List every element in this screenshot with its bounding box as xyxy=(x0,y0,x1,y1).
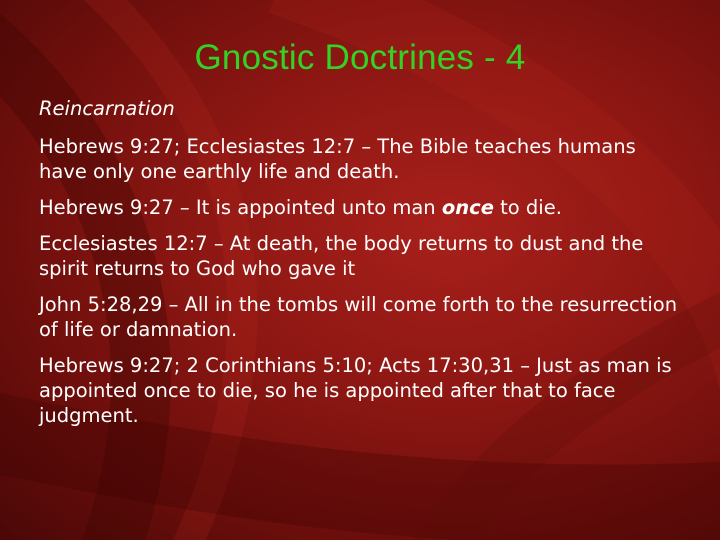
paragraph-5: Hebrews 9:27; 2 Corinthians 5:10; Acts 17:30,31 – Just as man is appointed once to die, so he is appointed after that to face judgment. xyxy=(39,354,672,427)
section-heading: Reincarnation xyxy=(39,97,175,120)
paragraph-2-end: to die. xyxy=(493,196,562,219)
paragraph-2-start: Hebrews 9:27 – It is appointed unto man xyxy=(39,196,442,219)
paragraph-1: Hebrews 9:27; Ecclesiastes 12:7 – The Bible teaches humans have only one earthly life and death. xyxy=(39,135,636,183)
paragraph-3: Ecclesiastes 12:7 – At death, the body returns to dust and the spirit returns to God who gave it xyxy=(39,232,644,280)
paragraph-4: John 5:28,29 – All in the tombs will come forth to the resurrection of life or damnation. xyxy=(39,293,678,341)
paragraph-2 xyxy=(39,195,679,220)
slide-title: Gnostic Doctrines - 4 xyxy=(194,38,526,77)
emphasis-once: once xyxy=(441,196,494,219)
slide-body xyxy=(39,96,679,439)
